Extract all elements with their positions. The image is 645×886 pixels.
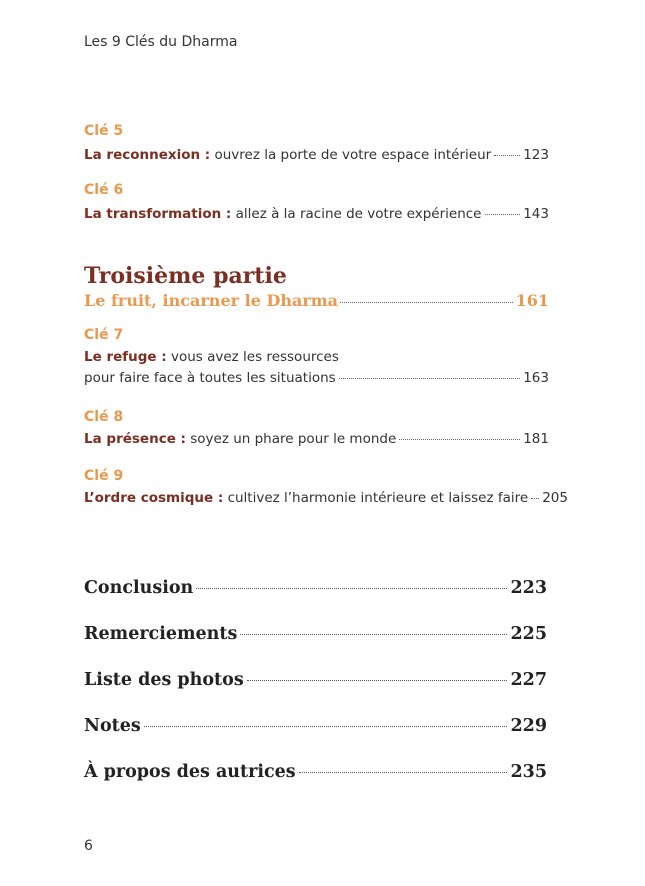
key-number: Clé 6 [84, 182, 124, 198]
key-number: Clé 5 [84, 123, 124, 139]
leader-dots [494, 155, 520, 156]
entry-label: La présence : [84, 431, 186, 447]
entry-title: À propos des autrices [84, 762, 296, 782]
entry-title: Remerciements [84, 624, 238, 644]
leader-dots [340, 302, 513, 303]
part-page: 161 [515, 291, 549, 310]
key-number: Clé 7 [84, 327, 124, 343]
page-number: 6 [84, 838, 93, 854]
entry-text: cultivez l’harmonie intérieure et laissez faire [223, 490, 529, 506]
toc-conclusion [84, 578, 547, 598]
running-header: Les 9 Clés du Dharma [84, 34, 238, 50]
key-number: Clé 8 [84, 409, 124, 425]
entry-page: 163 [523, 370, 549, 386]
toc-key-9 [84, 467, 568, 509]
entry-title: Liste des photos [84, 670, 244, 690]
entry-label: La transformation : [84, 206, 232, 222]
entry-page: 223 [510, 578, 547, 598]
leader-dots [485, 214, 521, 215]
toc-key-7 [84, 326, 549, 389]
key-number: Clé 9 [84, 468, 124, 484]
entry-page: 181 [523, 431, 549, 447]
entry-page: 225 [510, 624, 547, 644]
entry-page: 227 [510, 670, 547, 690]
entry-text-line2: pour faire face à toutes les situations [84, 370, 336, 386]
toc-entry [84, 204, 549, 225]
toc-notes [84, 716, 547, 736]
entry-text: allez à la racine de votre expérience [231, 206, 482, 222]
entry-text: vous avez les ressources [166, 349, 339, 365]
leader-dots [531, 498, 539, 499]
leader-dots [339, 378, 521, 379]
toc-entry [84, 429, 549, 450]
toc-entry [84, 347, 549, 368]
entry-label: Le refuge : [84, 349, 167, 365]
toc-liste-photos [84, 670, 547, 690]
leader-dots [399, 439, 520, 440]
toc-entry [84, 488, 568, 509]
leader-dots [196, 588, 507, 589]
part-title: Troisième partie [84, 263, 287, 289]
toc-key-8 [84, 408, 549, 450]
toc-part-3 [84, 262, 549, 312]
entry-page: 205 [542, 490, 568, 506]
toc-entry [84, 145, 549, 166]
entry-label: L’ordre cosmique : [84, 490, 224, 506]
entry-page: 229 [510, 716, 547, 736]
leader-dots [144, 726, 508, 727]
leader-dots [299, 772, 508, 773]
toc-entry-continuation [84, 368, 549, 389]
entry-page: 143 [523, 206, 549, 222]
entry-page: 235 [510, 762, 547, 782]
part-subtitle: Le fruit, incarner le Dharma [84, 291, 339, 310]
entry-text: ouvrez la porte de votre espace intérieur [210, 147, 492, 163]
entry-page: 123 [523, 147, 549, 163]
entry-text: soyez un phare pour le monde [185, 431, 397, 447]
toc-a-propos [84, 762, 547, 782]
entry-title: Notes [84, 716, 141, 736]
toc-remerciements [84, 624, 547, 644]
entry-title: Conclusion [84, 578, 194, 598]
leader-dots [240, 634, 507, 635]
entry-label: La reconnexion : [84, 147, 211, 163]
leader-dots [247, 680, 508, 681]
part-subtitle-entry [84, 290, 549, 312]
toc-key-5 [84, 122, 549, 166]
toc-key-6 [84, 181, 549, 225]
